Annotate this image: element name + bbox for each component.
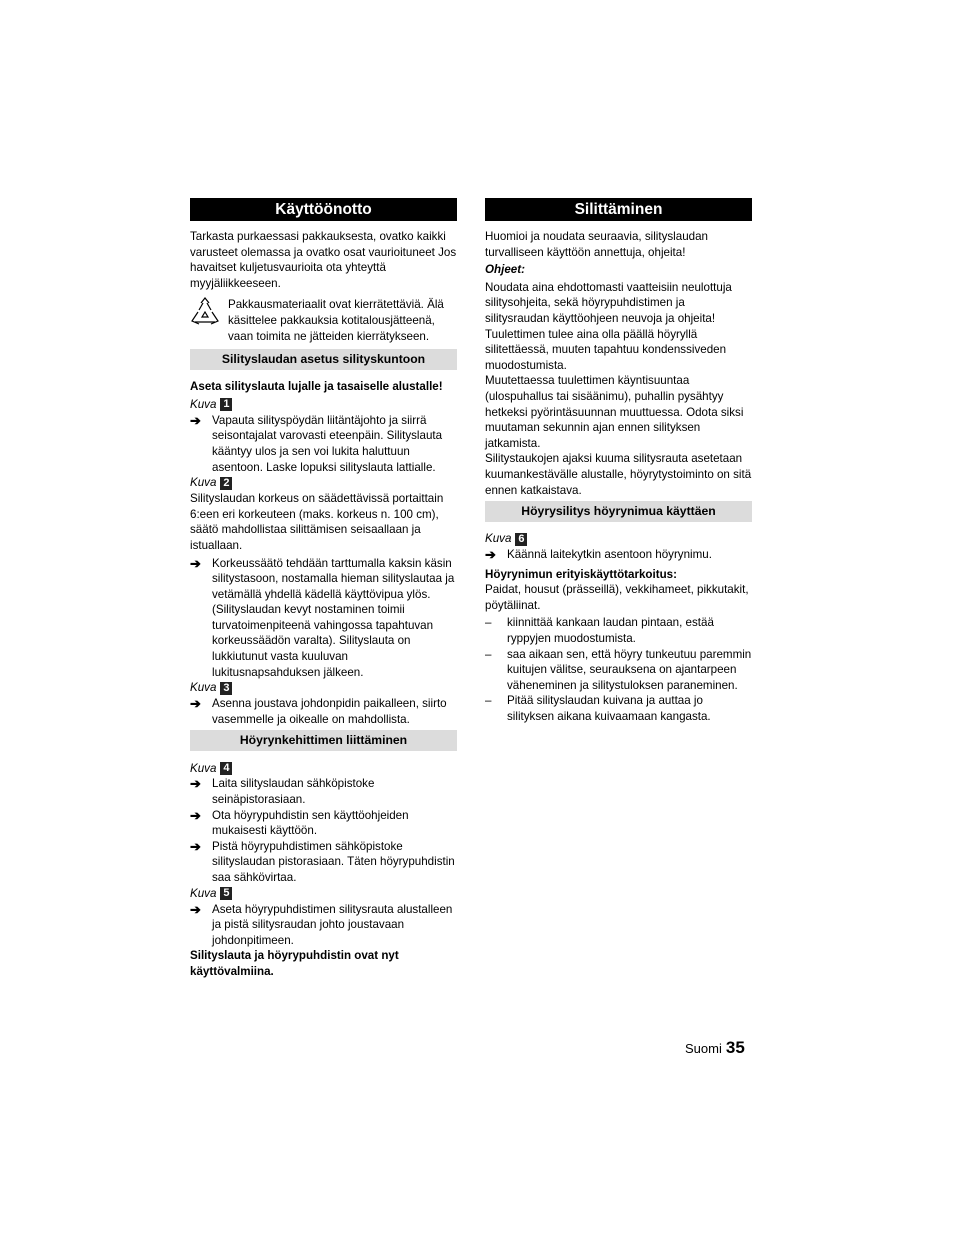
left-column <box>190 198 457 982</box>
arrow-right-icon: ➔ <box>190 838 201 854</box>
intro-text: Tarkasta purkaessasi pakkauksesta, ovatko kaikki varusteet olemassa ja ovatko osat vaurioituneet Jos havaitset kuljetusvaurioita ota yhteyttä myyjäliikkeeseen. <box>190 230 457 290</box>
subsection-heading-asetus: Silityslaudan asetus silityskuntoon <box>190 349 457 370</box>
list-item: ➔ Asenna joustava johdonpidin paikalleen, siirto vasemmelle ja oikealle on mahdollista. <box>190 696 447 726</box>
figure-number: 2 <box>220 477 232 490</box>
section-title-silittaminen: Silittäminen <box>485 198 752 221</box>
arrow-right-icon: ➔ <box>485 547 496 563</box>
subhead: Höyrynimun erityiskäyttötarkoitus: <box>485 567 677 581</box>
recycle-text: Pakkausmateriaalit ovat kierrätettäviä. Älä käsittelee pakkauksia kotitalousjätteenä, vaan toimita ne jätteiden kierrätykseen. <box>228 298 444 343</box>
subsection-heading-hoyrysilitys: Höyrysilitys höyrynimua käyttäen <box>485 501 752 522</box>
arrow-right-icon: ➔ <box>190 776 201 792</box>
section-title-kayttoonotto: Käyttöönotto <box>190 198 457 221</box>
figure-number: 6 <box>515 533 527 546</box>
list-item: – Pitää silityslaudan kuivana ja auttaa jo silityksen aikana kuivaamaan kangasta. <box>485 694 711 724</box>
list-item: ➔ Käännä laitekytkin asentoon höyrynimu. <box>485 547 712 563</box>
arrow-right-icon: ➔ <box>190 696 201 712</box>
list-item: ➔ Laita silityslaudan sähköpistoke seinäpistorasiaan. <box>190 776 375 807</box>
figure-ref-5: Kuva 5 <box>190 886 457 902</box>
figure-ref-1: Kuva 1 <box>190 397 457 413</box>
arrow-right-icon: ➔ <box>190 412 201 428</box>
figure-number: 1 <box>220 398 232 411</box>
right-column <box>485 198 752 725</box>
lead-text: Aseta silityslauta lujalle ja tasaiselle alustalle! <box>190 380 443 394</box>
intro-text: Huomioi ja noudata seuraavia, silityslaudan turvalliseen käyttöön annettuja, ohjeita! <box>485 230 708 259</box>
figure-ref-3: Kuva 3 <box>190 680 457 696</box>
list-item: ➔ Korkeussäätö tehdään tarttumalla kaksin käsin silitystasoon, nostamalla hieman silityslautaa ja vetämällä yhdellä kädellä käyttövipua ylös. (Silityslaudan kevyt nostaminen toimii turvatoimenpiteenä vahingossa tapahtuvan korkeussäädön varalta). Silityslauta on lukkiutunut vasta kuuluvan lukitusnapsahduksen jälkeen. <box>190 555 455 679</box>
list-item: ➔ Aseta höyrypuhdistimen silitysrauta alustalleen ja pistä silitysraudan johto joustavaan johdonpitimeen. <box>190 901 453 947</box>
instruction-paragraph: Muutettaessa tuulettimen käyntisuuntaa (ulospuhallus tai sisäänimu), puhallin pysähtyy hetkeksi pyörintäsuunnan muuttuessa. Odota siksi muutaman sekunnin ajan ennen silityksen jatkamista. <box>485 374 744 450</box>
recycle-note <box>190 297 457 346</box>
closing-text: Silityslauta ja höyrypuhdistin ovat nyt käyttövalmiina. <box>190 949 399 978</box>
instruction-paragraph: Silitystaukojen ajaksi kuuma silitysrauta asetetaan kuumankestävälle alustalle, höyrytystoiminto on sitä ennen katkaistava. <box>485 452 752 497</box>
page-number: 35 <box>725 1038 745 1057</box>
figure-number: 4 <box>220 762 232 775</box>
figure-ref-2: Kuva 2 <box>190 475 457 491</box>
subsection-heading-liittaminen: Höyrynkehittimen liittäminen <box>190 730 457 751</box>
arrow-right-icon: ➔ <box>190 807 201 823</box>
footer-language: Suomi <box>685 1041 722 1056</box>
list-item: ➔ Vapauta silityspöydän liitäntäjohto ja siirrä seisontajalat varovasti eteenpäin. Silityslauta kääntyy ulos ja sen voi lukita haluttuun asentoon. Laske lopuksi silityslauta lattialle. <box>190 412 443 474</box>
height-text: Silityslaudan korkeus on säädettävissä portaittain 6:een eri korkeuteen (maks. korkeus n. 100 cm), säätö mahdollistaa silittämisen seisaallaan ja istuallaan. <box>190 492 444 552</box>
arrow-right-icon: ➔ <box>190 901 201 917</box>
list-item: – kiinnittää kankaan laudan pintaan, estää ryppyjen muodostumista. <box>485 616 714 646</box>
ohjeet-label: Ohjeet: <box>485 263 525 277</box>
list-item: ➔ Ota höyrypuhdistin sen käyttöohjeiden mukaisesti käyttöön. <box>190 807 409 838</box>
figure-number: 5 <box>220 887 232 900</box>
recycle-icon <box>190 297 220 327</box>
subtext: Paidat, housut (prässeillä), vekkihameet, pikkutakit, pöytäliinat. <box>485 583 749 612</box>
figure-ref-4: Kuva 4 <box>190 760 457 776</box>
figure-ref-6: Kuva 6 <box>485 531 752 547</box>
page-footer <box>685 1040 745 1057</box>
list-item: ➔ Pistä höyrypuhdistimen sähköpistoke silityslaudan pistorasiaan. Täten höyrypuhdistin saa sähkövirtaa. <box>190 838 455 884</box>
list-item: – saa aikaan sen, että höyry tunkeutuu paremmin kuitujen välitse, seurauksena on ajantarpeen väheneminen ja silitystuloksen paraneminen. <box>485 647 752 692</box>
arrow-right-icon: ➔ <box>190 555 201 571</box>
instruction-paragraph: Tuulettimen tulee aina olla päällä höyryllä silitettäessä, muuten tapahtuu kondenssiveden muodostumista. <box>485 327 727 372</box>
figure-number: 3 <box>220 682 232 695</box>
instruction-paragraph: Noudata aina ehdottomasti vaatteisiin neulottuja silitysohjeita, sekä höyrypuhdistimen ja silitysraudan käyttöohjeen neuvoja ja ohjeita! <box>485 280 732 325</box>
